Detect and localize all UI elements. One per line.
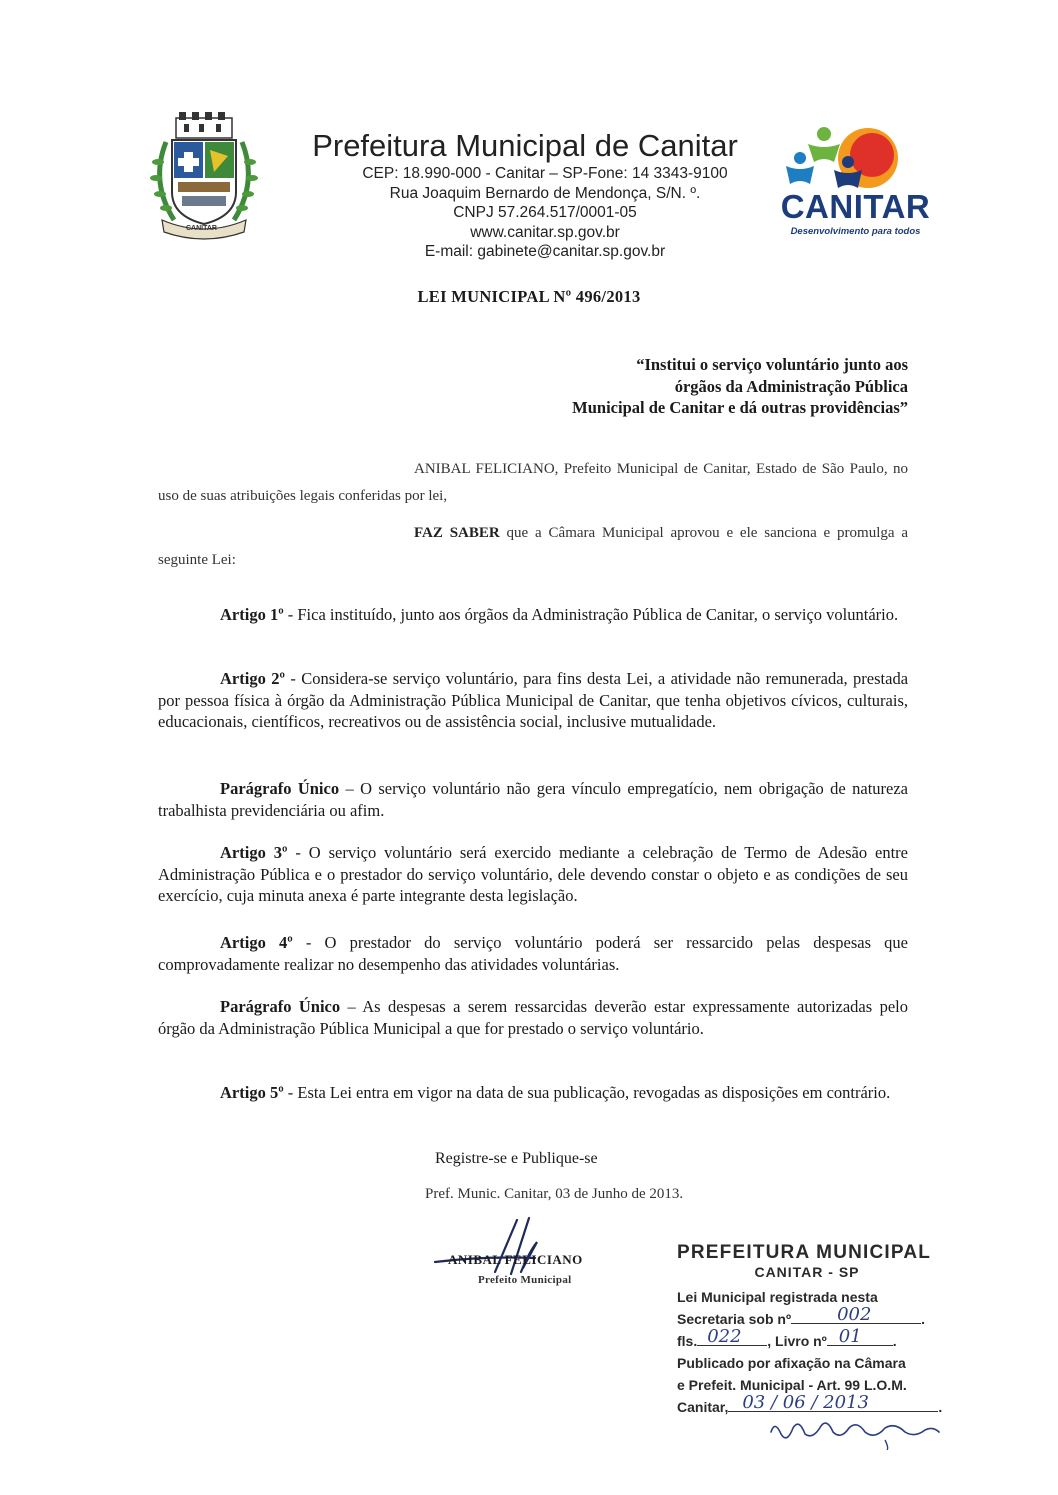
- stamp-secretaria-label: Secretaria sob nº: [677, 1311, 792, 1327]
- article-label: Artigo 2º: [220, 669, 285, 688]
- stamp-folhas-label: fls.: [677, 1333, 698, 1349]
- article-4: [158, 932, 908, 975]
- faz-saber-label: FAZ SABER: [414, 525, 500, 541]
- stamp-subtitle: CANITAR - SP: [754, 1264, 860, 1280]
- stamp-line-secretaria: Secretaria sob nº 002 .: [677, 1304, 925, 1327]
- article-5: [158, 1082, 908, 1104]
- signer-role: Prefeito Municipal: [478, 1274, 572, 1286]
- ementa-line: órgãos da Administração Pública: [674, 376, 908, 396]
- registration-stamp: [677, 1242, 977, 1418]
- ementa-line: “Institui o serviço voluntário junto aos: [636, 355, 908, 374]
- article-text: - Considera-se serviço voluntário, para fins desta Lei, a atividade não remunerada, prestada por pessoa física à órgão da Administração Pública Municipal de Canitar, que tenha objetivos cívicos, culturais, educacionais, científicos, recreativos ou de assistência social, inclusive mutualidade.: [158, 669, 909, 731]
- article-text: – As despesas a serem ressarcidas deverão estar expressamente autorizadas pelo órgão da Administração Pública Municipal a que for prestado o serviço voluntário.: [158, 997, 908, 1038]
- stamp-date-value: 03 / 06 / 2013: [742, 1392, 869, 1413]
- article-text: – O serviço voluntário não gera vínculo empregatício, nem obrigação de natureza trabalhista previdenciária ou afim.: [158, 779, 908, 820]
- place-date: Pref. Munic. Canitar, 03 de Junho de 2013.: [425, 1186, 684, 1202]
- article-label: Parágrafo Único: [220, 997, 341, 1016]
- logo-wordmark: CANITAR: [780, 188, 931, 225]
- faz-saber-text: que a Câmara Municipal aprovou e ele sanciona e promulga a seguinte Lei:: [158, 525, 909, 568]
- stamp-line-folhas: fls. 022 , Livro nº 01 .: [677, 1326, 897, 1349]
- org-name: Prefeitura Municipal de Canitar: [312, 128, 738, 163]
- article-label: Artigo 3º: [220, 843, 288, 862]
- stamp-line-registered: Lei Municipal registrada nesta: [677, 1289, 878, 1305]
- letterhead-cnpj: CNPJ 57.264.517/0001-05: [453, 204, 637, 221]
- stamp-livro-number: 01: [838, 1326, 862, 1347]
- register-publish: Registre-se e Publique-se: [435, 1150, 598, 1167]
- signature-icon: [425, 1212, 625, 1282]
- ementa-line: Municipal de Canitar e dá outras providências”: [572, 398, 908, 417]
- stamp-title: PREFEITURA MUNICIPAL: [677, 1242, 932, 1263]
- article-4-paragraph: [158, 996, 908, 1039]
- stamp-secretaria-number: 002: [837, 1304, 872, 1325]
- stamp-date-label: Canitar,: [677, 1399, 729, 1415]
- crest-label: CANITAR: [186, 225, 217, 232]
- letterhead: [290, 128, 760, 262]
- law-title: LEI MUNICIPAL Nº 496/2013: [417, 287, 641, 306]
- preamble-mayor: ANIBAL FELICIANO, Prefeito Municipal de Canitar, Estado de São Paulo, no uso de suas atribuições legais conferidas por lei,: [158, 461, 908, 504]
- stamp-line-date: Canitar, 03 / 06 / 2013 .: [677, 1392, 943, 1415]
- article-text: - O serviço voluntário será exercido mediante a celebração de Termo de Adesão entre Administração Pública e o prestador do serviço voluntário, dele devendo constar o objeto e as condições de seu exercício, cuja minuta anexa é parte integrante desta legislação.: [158, 843, 908, 905]
- article-2-paragraph: [158, 778, 908, 821]
- article-3: [158, 842, 908, 907]
- ementa: [388, 354, 908, 419]
- article-text: - Fica instituído, junto aos órgãos da Administração Pública de Canitar, o serviço voluntário.: [283, 605, 899, 624]
- letterhead-street: Rua Joaquim Bernardo de Mendonça, S/N. º.: [389, 184, 701, 202]
- article-label: Parágrafo Único: [220, 779, 340, 798]
- signer-name: ANIBAL FELICIANO: [448, 1252, 583, 1267]
- stamp-line-published: Publicado por afixação na Câmara: [677, 1355, 906, 1371]
- canitar-logo-icon: [768, 122, 943, 192]
- article-label: Artigo 1º: [220, 605, 284, 624]
- stamp-folhas-number: 022: [707, 1326, 742, 1347]
- letterhead-email: E-mail: gabinete@canitar.sp.gov.br: [424, 243, 666, 260]
- stamp-livro-label: , Livro nº: [767, 1333, 827, 1349]
- article-text: - O prestador do serviço voluntário poderá ser ressarcido pelas despesas que comprovadamente realizar no desempenho das atividades voluntárias.: [158, 933, 908, 974]
- letterhead-address: CEP: 18.990-000 - Canitar – SP-Fone: 14 3343-9100: [362, 165, 728, 182]
- article-label: Artigo 4º: [220, 933, 293, 952]
- clerk-initials-icon: [765, 1410, 945, 1450]
- logo-tagline: Desenvolvimento para todos: [790, 226, 921, 237]
- stamp-line-legal-ref: e Prefeit. Municipal - Art. 99 L.O.M.: [677, 1377, 907, 1393]
- article-1: [158, 604, 908, 626]
- letterhead-website: www.canitar.sp.gov.br: [470, 223, 620, 241]
- canitar-logo: [768, 122, 943, 250]
- municipal-crest-icon: [144, 112, 264, 242]
- preamble-faz-saber: [158, 520, 908, 574]
- article-label: Artigo 5º: [220, 1083, 284, 1102]
- article-2: [158, 668, 908, 733]
- article-text: - Esta Lei entra em vigor na data de sua publicação, revogadas as disposições em contrário.: [283, 1083, 891, 1102]
